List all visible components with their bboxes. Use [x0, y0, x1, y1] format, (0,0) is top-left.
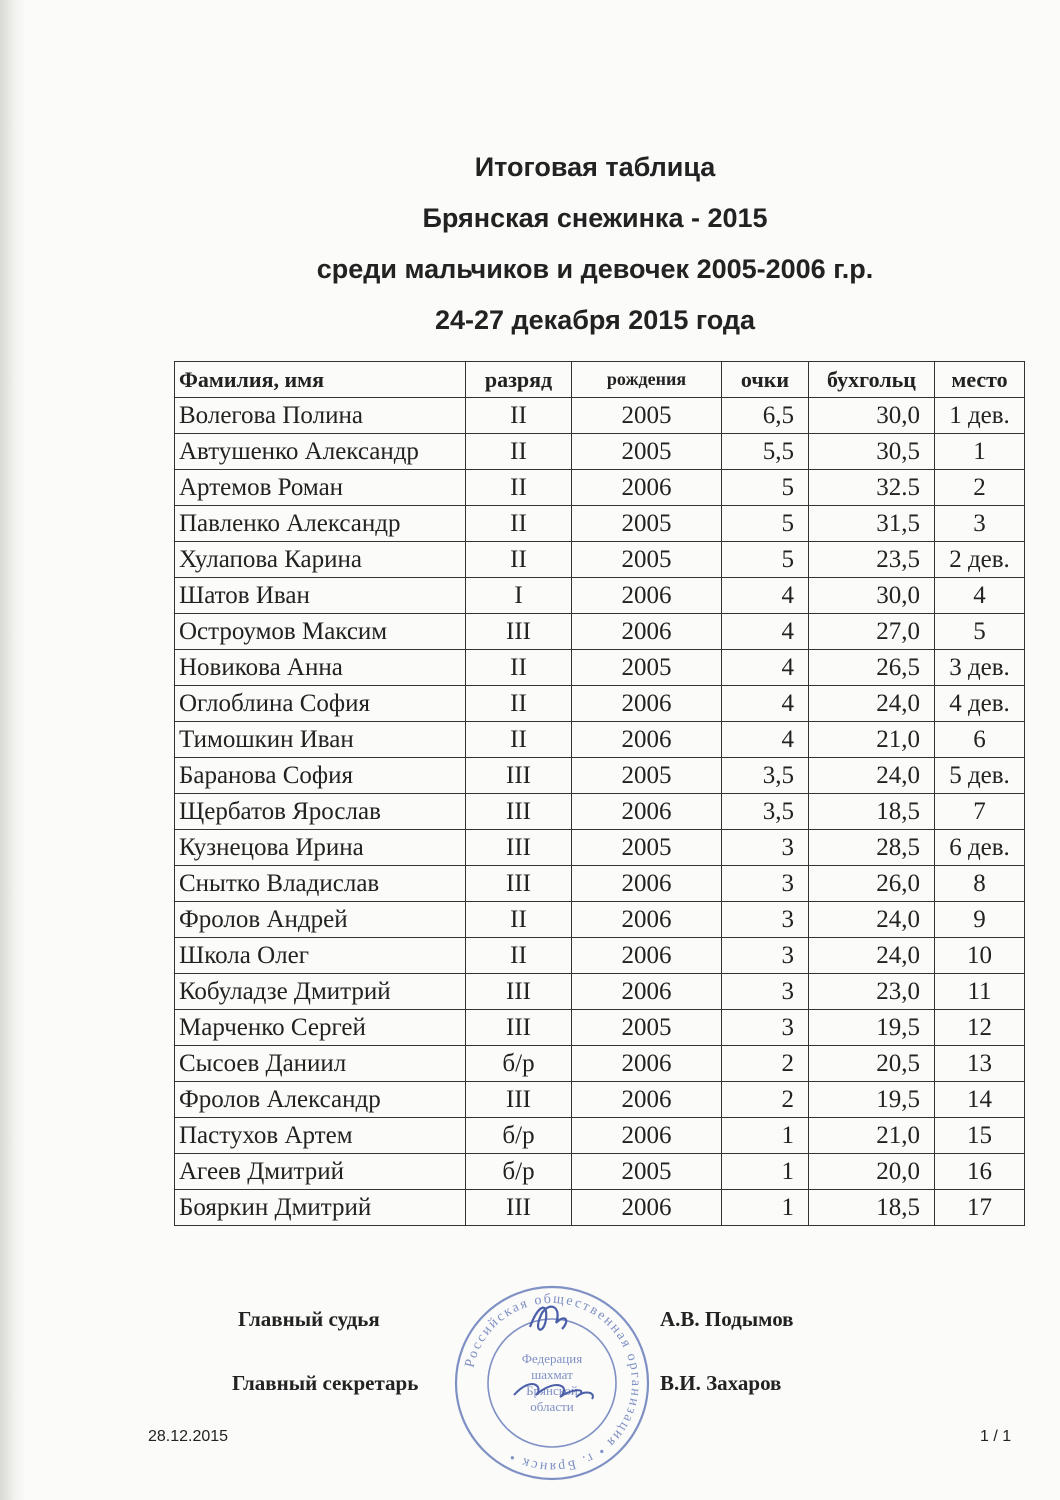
column-header-points: очки — [722, 362, 809, 398]
cell-rank: II — [466, 686, 572, 722]
cell-rank: III — [466, 974, 572, 1010]
cell-birth-year: 2006 — [572, 902, 722, 938]
title-line-2: Брянская снежинка - 2015 — [422, 203, 768, 233]
table-row — [175, 794, 1025, 830]
cell-name: Марченко Сергей — [175, 1010, 466, 1046]
cell-rank: б/р — [466, 1118, 572, 1154]
cell-birth-year: 2005 — [572, 542, 722, 578]
cell-birth-year: 2005 — [572, 1154, 722, 1190]
cell-birth-year: 2006 — [572, 794, 722, 830]
cell-birth-year: 2006 — [572, 470, 722, 506]
cell-rank: III — [466, 830, 572, 866]
results-table-body — [175, 398, 1025, 1226]
cell-points: 5 — [722, 506, 809, 542]
cell-buchholz: 18,5 — [809, 794, 935, 830]
cell-name: Хулапова Карина — [175, 542, 466, 578]
cell-place: 4 — [935, 578, 1025, 614]
table-row — [175, 938, 1025, 974]
cell-place: 7 — [935, 794, 1025, 830]
chief-judge-name: А.В. Подымов — [660, 1307, 794, 1331]
cell-rank: II — [466, 902, 572, 938]
cell-buchholz: 21,0 — [809, 722, 935, 758]
table-row — [175, 506, 1025, 542]
cell-buchholz: 32.5 — [809, 470, 935, 506]
cell-points: 3 — [722, 1010, 809, 1046]
cell-points: 2 — [722, 1046, 809, 1082]
cell-rank: III — [466, 1190, 572, 1226]
cell-place: 5 дев. — [935, 758, 1025, 794]
cell-place: 9 — [935, 902, 1025, 938]
stamp-center-line-1: Федерация — [521, 1351, 583, 1366]
cell-name: Кобуладзе Дмитрий — [175, 974, 466, 1010]
table-row — [175, 830, 1025, 866]
cell-name: Кузнецова Ирина — [175, 830, 466, 866]
cell-rank: III — [466, 794, 572, 830]
table-row — [175, 722, 1025, 758]
table-row — [175, 1046, 1025, 1082]
table-row — [175, 686, 1025, 722]
cell-rank: II — [466, 434, 572, 470]
cell-rank: б/р — [466, 1154, 572, 1190]
cell-points: 3 — [722, 938, 809, 974]
cell-buchholz: 24,0 — [809, 686, 935, 722]
cell-name: Оглоблина София — [175, 686, 466, 722]
table-row — [175, 1118, 1025, 1154]
cell-name: Агеев Дмитрий — [175, 1154, 466, 1190]
cell-name: Фролов Александр — [175, 1082, 466, 1118]
cell-name: Снытко Владислав — [175, 866, 466, 902]
cell-place: 1 дев. — [935, 398, 1025, 434]
cell-birth-year: 2006 — [572, 614, 722, 650]
cell-rank: III — [466, 1082, 572, 1118]
cell-points: 4 — [722, 578, 809, 614]
cell-place: 4 дев. — [935, 686, 1025, 722]
cell-birth-year: 2006 — [572, 1046, 722, 1082]
column-header-rank: разряд — [466, 362, 572, 398]
stamp-center-line-4: области — [530, 1399, 574, 1414]
cell-points: 3 — [722, 866, 809, 902]
cell-name: Новикова Анна — [175, 650, 466, 686]
cell-place: 15 — [935, 1118, 1025, 1154]
cell-rank: III — [466, 614, 572, 650]
cell-name: Волегова Полина — [175, 398, 466, 434]
cell-place: 11 — [935, 974, 1025, 1010]
cell-buchholz: 24,0 — [809, 938, 935, 974]
cell-buchholz: 20,5 — [809, 1046, 935, 1082]
cell-birth-year: 2006 — [572, 974, 722, 1010]
cell-points: 3,5 — [722, 758, 809, 794]
cell-buchholz: 30,0 — [809, 578, 935, 614]
cell-place: 14 — [935, 1082, 1025, 1118]
cell-points: 5,5 — [722, 434, 809, 470]
title-line-3: среди мальчиков и девочек 2005-2006 г.р. — [316, 254, 874, 284]
table-row — [175, 614, 1025, 650]
chief-secretary-title: Главный секретарь — [232, 1371, 419, 1395]
cell-rank: II — [466, 938, 572, 974]
cell-buchholz: 19,5 — [809, 1082, 935, 1118]
cell-name: Артемов Роман — [175, 470, 466, 506]
cell-birth-year: 2005 — [572, 434, 722, 470]
table-row — [175, 578, 1025, 614]
cell-points: 4 — [722, 650, 809, 686]
cell-name: Остроумов Максим — [175, 614, 466, 650]
cell-birth-year: 2005 — [572, 1010, 722, 1046]
cell-buchholz: 24,0 — [809, 758, 935, 794]
cell-place: 6 дев. — [935, 830, 1025, 866]
cell-buchholz: 26,0 — [809, 866, 935, 902]
cell-points: 5 — [722, 542, 809, 578]
cell-rank: III — [466, 866, 572, 902]
cell-birth-year: 2005 — [572, 650, 722, 686]
table-row — [175, 470, 1025, 506]
cell-birth-year: 2006 — [572, 866, 722, 902]
cell-rank: б/р — [466, 1046, 572, 1082]
cell-name: Бояркин Дмитрий — [175, 1190, 466, 1226]
table-row — [175, 1154, 1025, 1190]
organization-stamp — [452, 1283, 652, 1483]
column-header-buchholz: бухгольц — [809, 362, 935, 398]
chief-judge-title: Главный судья — [238, 1307, 380, 1331]
cell-birth-year: 2005 — [572, 830, 722, 866]
cell-birth-year: 2005 — [572, 758, 722, 794]
cell-birth-year: 2006 — [572, 1082, 722, 1118]
cell-rank: II — [466, 542, 572, 578]
cell-points: 1 — [722, 1118, 809, 1154]
cell-points: 4 — [722, 614, 809, 650]
cell-rank: II — [466, 722, 572, 758]
cell-rank: II — [466, 506, 572, 542]
cell-buchholz: 31,5 — [809, 506, 935, 542]
table-header-row — [175, 362, 1025, 398]
cell-name: Сысоев Даниил — [175, 1046, 466, 1082]
title-line-1: Итоговая таблица — [474, 152, 716, 182]
table-row — [175, 398, 1025, 434]
cell-name: Автушенко Александр — [175, 434, 466, 470]
cell-place: 2 дев. — [935, 542, 1025, 578]
title-line-4: 24-27 декабря 2015 года — [434, 305, 756, 335]
cell-birth-year: 2005 — [572, 398, 722, 434]
cell-name: Баранова София — [175, 758, 466, 794]
cell-points: 4 — [722, 686, 809, 722]
table-row — [175, 758, 1025, 794]
stamp-ring-text: Российская общественная организация • г. Брянск • — [462, 1291, 644, 1475]
cell-rank: I — [466, 578, 572, 614]
cell-buchholz: 27,0 — [809, 614, 935, 650]
document-header — [0, 142, 1060, 346]
cell-birth-year: 2006 — [572, 578, 722, 614]
cell-birth-year: 2006 — [572, 686, 722, 722]
cell-birth-year: 2006 — [572, 1190, 722, 1226]
cell-points: 3 — [722, 830, 809, 866]
cell-points: 3 — [722, 974, 809, 1010]
cell-birth-year: 2005 — [572, 506, 722, 542]
cell-place: 2 — [935, 470, 1025, 506]
cell-points: 3 — [722, 902, 809, 938]
cell-birth-year: 2006 — [572, 722, 722, 758]
cell-place: 13 — [935, 1046, 1025, 1082]
cell-buchholz: 20,0 — [809, 1154, 935, 1190]
cell-rank: III — [466, 1010, 572, 1046]
cell-buchholz: 24,0 — [809, 902, 935, 938]
table-row — [175, 434, 1025, 470]
column-header-place: место — [935, 362, 1025, 398]
table-row — [175, 1082, 1025, 1118]
cell-place: 12 — [935, 1010, 1025, 1046]
cell-points: 1 — [722, 1154, 809, 1190]
footer-page-number: 1 / 1 — [980, 1428, 1012, 1445]
cell-buchholz: 18,5 — [809, 1190, 935, 1226]
cell-birth-year: 2006 — [572, 938, 722, 974]
stamp-center-line-3: Брянской — [526, 1383, 578, 1398]
cell-birth-year: 2006 — [572, 1118, 722, 1154]
chief-secretary-name: В.И. Захаров — [660, 1371, 782, 1395]
table-row — [175, 1010, 1025, 1046]
cell-rank: II — [466, 650, 572, 686]
cell-place: 3 — [935, 506, 1025, 542]
footer-date: 28.12.2015 — [148, 1428, 229, 1445]
cell-buchholz: 23,0 — [809, 974, 935, 1010]
cell-name: Шатов Иван — [175, 578, 466, 614]
cell-points: 1 — [722, 1190, 809, 1226]
cell-rank: II — [466, 470, 572, 506]
cell-buchholz: 23,5 — [809, 542, 935, 578]
cell-place: 8 — [935, 866, 1025, 902]
cell-buchholz: 21,0 — [809, 1118, 935, 1154]
cell-name: Пастухов Артем — [175, 1118, 466, 1154]
cell-name: Щербатов Ярослав — [175, 794, 466, 830]
cell-buchholz: 30,5 — [809, 434, 935, 470]
cell-buchholz: 30,0 — [809, 398, 935, 434]
cell-name: Школа Олег — [175, 938, 466, 974]
table-row — [175, 974, 1025, 1010]
table-row — [175, 1190, 1025, 1226]
table-row — [175, 866, 1025, 902]
column-header-birth-year: рождения — [572, 362, 722, 398]
cell-buchholz: 26,5 — [809, 650, 935, 686]
cell-rank: III — [466, 758, 572, 794]
cell-rank: II — [466, 398, 572, 434]
table-row — [175, 902, 1025, 938]
stamp-center-line-2: шахмат — [531, 1367, 573, 1382]
cell-points: 2 — [722, 1082, 809, 1118]
table-row — [175, 542, 1025, 578]
results-table — [174, 361, 1025, 1226]
cell-place: 5 — [935, 614, 1025, 650]
cell-points: 5 — [722, 470, 809, 506]
cell-place: 16 — [935, 1154, 1025, 1190]
table-row — [175, 650, 1025, 686]
cell-place: 17 — [935, 1190, 1025, 1226]
cell-points: 4 — [722, 722, 809, 758]
cell-buchholz: 19,5 — [809, 1010, 935, 1046]
cell-place: 3 дев. — [935, 650, 1025, 686]
cell-name: Тимошкин Иван — [175, 722, 466, 758]
column-header-name: Фамилия, имя — [175, 362, 466, 398]
cell-place: 10 — [935, 938, 1025, 974]
cell-points: 3,5 — [722, 794, 809, 830]
cell-name: Фролов Андрей — [175, 902, 466, 938]
cell-points: 6,5 — [722, 398, 809, 434]
cell-place: 1 — [935, 434, 1025, 470]
judge-signature-mark — [530, 1307, 566, 1330]
cell-place: 6 — [935, 722, 1025, 758]
cell-buchholz: 28,5 — [809, 830, 935, 866]
cell-name: Павленко Александр — [175, 506, 466, 542]
